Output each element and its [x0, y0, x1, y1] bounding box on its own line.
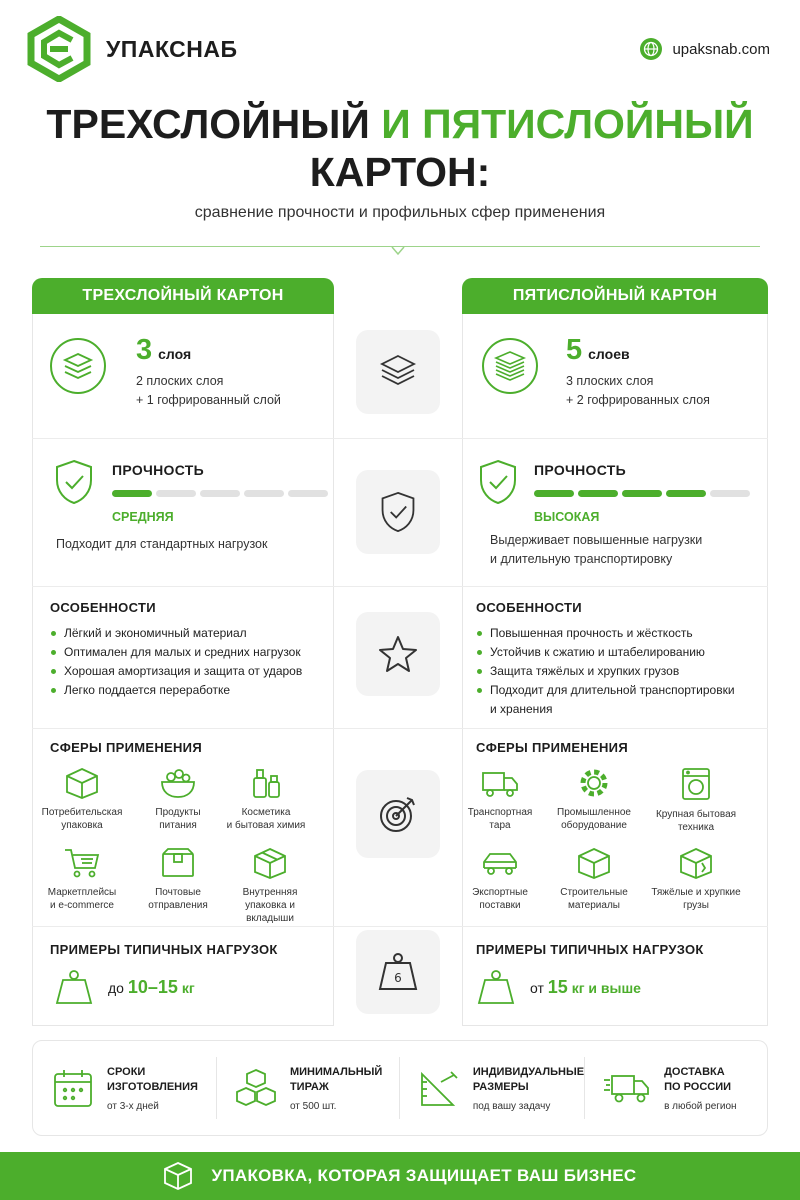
- strength-segment: [156, 490, 196, 497]
- site-url: upaksnab.com: [672, 40, 770, 58]
- shield-check-icon: [52, 458, 96, 506]
- layers-label: слоев: [588, 346, 630, 362]
- strength-note: Подходит для стандартных нагрузок: [56, 537, 268, 551]
- layers-icon: [356, 330, 440, 414]
- strength-note-line: Выдерживает повышенные нагрузки: [490, 533, 703, 547]
- load-value: [530, 977, 641, 998]
- list-item: Оптимален для малых и средних нагрузок: [50, 643, 330, 662]
- load-prefix: от: [530, 979, 544, 996]
- building-box-icon: [576, 846, 612, 880]
- application-label: оборудование: [561, 820, 627, 831]
- application-label: Транспортная: [467, 807, 533, 818]
- page-subtitle: сравнение прочности и профильных сфер применения: [194, 204, 606, 221]
- cart-icon: [63, 846, 101, 880]
- cosmetics-icon: [248, 766, 284, 800]
- list-item: и хранения: [490, 702, 553, 716]
- strength-segment: [622, 490, 662, 497]
- list-item: Защита тяжёлых и хрупких грузов: [476, 662, 766, 681]
- food-bowl-icon: [159, 766, 197, 800]
- layers-number: 5: [566, 334, 583, 366]
- info-heading: СРОКИ: [107, 1065, 146, 1078]
- right-features-list: [476, 624, 766, 719]
- strength-level: СРЕДНЯЯ: [112, 510, 174, 524]
- chevron-down-icon: [390, 244, 406, 258]
- application-label: Крупная бытовая: [655, 809, 737, 820]
- list-item: Подходит для длительной транспортировки: [476, 681, 766, 700]
- info-item-delivery: [584, 1041, 767, 1135]
- fragile-box-icon: [678, 846, 714, 880]
- application-label: Внутренняя: [242, 887, 298, 898]
- box-icon: [64, 766, 100, 800]
- box-icon: [163, 1161, 193, 1191]
- info-detail: от 3-х дней: [107, 1100, 159, 1112]
- left-features-list: [50, 624, 330, 700]
- info-item-min-run: [216, 1041, 399, 1135]
- right-column-header: ПЯТИСЛОЙНЫЙ КАРТОН: [462, 278, 768, 314]
- weight-icon: [54, 968, 94, 1006]
- applications-heading: СФЕРЫ ПРИМЕНЕНИЯ: [50, 740, 202, 755]
- row-divider: [32, 728, 768, 729]
- application-label: и e-commerce: [50, 900, 114, 911]
- inner-box-icon: [252, 846, 288, 880]
- application-label: Тяжёлые и хрупкие: [651, 887, 741, 898]
- title-part1: ТРЕХСЛОЙНЫЙ: [46, 101, 370, 147]
- list-item: Лёгкий и экономичный материал: [50, 624, 330, 643]
- application-item: [646, 766, 746, 834]
- layers-desc-line: 3 плоских слоя: [566, 374, 654, 388]
- application-label: грузы: [683, 900, 709, 911]
- application-label: поставки: [479, 900, 521, 911]
- footer-banner: [0, 1152, 800, 1200]
- strength-note: [490, 531, 702, 569]
- strength-segment: [578, 490, 618, 497]
- load-unit: кг и выше: [571, 979, 641, 996]
- loads-heading: ПРИМЕРЫ ТИПИЧНЫХ НАГРУЗОК: [50, 942, 278, 957]
- application-label: техника: [677, 822, 715, 833]
- info-detail: от 500 шт.: [289, 1100, 337, 1112]
- application-item: [32, 766, 132, 832]
- layers-desc-line: + 1 гофрированный слой: [136, 393, 281, 407]
- delivery-truck-icon: [602, 1066, 652, 1110]
- application-item: [216, 766, 316, 832]
- shield-check-icon: [476, 458, 520, 506]
- row-divider: [32, 586, 768, 587]
- application-item: [646, 846, 746, 912]
- info-heading: ПО РОССИИ: [664, 1080, 732, 1093]
- application-label: упаковка и вкладыши: [245, 900, 295, 924]
- ruler-icon: [417, 1066, 461, 1110]
- left-layers-desc: [136, 372, 281, 410]
- layers-icon: [482, 338, 538, 394]
- applications-heading: СФЕРЫ ПРИМЕНЕНИЯ: [476, 740, 628, 755]
- strength-segment: [710, 490, 750, 497]
- application-label: Потребительская: [41, 807, 123, 818]
- truck-icon: [480, 766, 520, 800]
- row-divider: [32, 438, 768, 439]
- strength-bar: [534, 490, 750, 497]
- weight-label: 6: [394, 971, 402, 985]
- application-label: Экспортные: [472, 887, 528, 898]
- info-heading: ИЗГОТОВЛЕНИЯ: [107, 1080, 198, 1093]
- strength-note-line: и длительную транспортировку: [490, 552, 673, 566]
- info-heading: ИНДИВИДУАЛЬНЫЕ: [472, 1065, 585, 1078]
- parcel-icon: [159, 846, 197, 880]
- load-prefix: до: [108, 979, 124, 996]
- info-item-custom-sizes: [399, 1041, 584, 1135]
- brand-logo-icon: [26, 16, 92, 82]
- application-item: [128, 766, 228, 832]
- title-conj: И: [381, 101, 411, 147]
- weight-icon: [476, 968, 516, 1006]
- list-item: Легко поддается переработке: [50, 681, 330, 700]
- application-item: [220, 846, 320, 925]
- globe-icon: [640, 38, 662, 60]
- page-title-line1: [0, 101, 800, 147]
- application-label: Косметика: [241, 807, 291, 818]
- features-heading: ОСОБЕННОСТИ: [476, 600, 582, 615]
- info-heading: ДОСТАВКА: [664, 1065, 725, 1078]
- load-value: [108, 977, 195, 998]
- features-heading: ОСОБЕННОСТИ: [50, 600, 156, 615]
- strength-segment: [244, 490, 284, 497]
- load-example: [476, 968, 641, 1006]
- application-item: [450, 846, 550, 912]
- strength-heading: ПРОЧНОСТЬ: [112, 462, 205, 478]
- application-label: питания: [159, 820, 197, 831]
- application-label: тара: [489, 820, 511, 831]
- car-icon: [480, 846, 520, 880]
- info-detail: под вашу задачу: [472, 1100, 551, 1112]
- application-label: и бытовая химия: [226, 820, 306, 831]
- brand-name: УПАКСНАБ: [106, 36, 238, 62]
- info-panel: [32, 1040, 768, 1136]
- application-label: Почтовые: [155, 887, 201, 898]
- load-unit: кг: [181, 979, 195, 996]
- weight-icon: [356, 930, 440, 1014]
- page-title-line2: КАРТОН:: [309, 149, 491, 195]
- star-icon: [356, 612, 440, 696]
- shield-check-icon: [356, 470, 440, 554]
- application-label: Продукты: [155, 807, 201, 818]
- layers-icon: [50, 338, 106, 394]
- info-heading: РАЗМЕРЫ: [472, 1080, 529, 1093]
- strength-heading: ПРОЧНОСТЬ: [534, 462, 627, 478]
- info-heading: МИНИМАЛЬНЫЙ: [289, 1065, 383, 1078]
- application-item: [32, 846, 132, 912]
- application-label: Строительные: [560, 887, 628, 898]
- calendar-icon: [51, 1066, 95, 1110]
- boxes-icon: [234, 1066, 278, 1110]
- site-link[interactable]: [640, 38, 770, 60]
- left-layers-count: [136, 334, 191, 367]
- left-column-header: ТРЕХСЛОЙНЫЙ КАРТОН: [32, 278, 334, 314]
- washing-machine-icon: [679, 766, 713, 802]
- layers-number: 3: [136, 334, 153, 366]
- load-number: 10–15: [127, 976, 178, 997]
- layers-desc-line: + 2 гофрированных слоя: [566, 393, 710, 407]
- strength-bar: [112, 490, 328, 497]
- load-number: 15: [547, 976, 568, 997]
- footer-slogan: УПАКОВКА, КОТОРАЯ ЗАЩИЩАЕТ ВАШ БИЗНЕС: [211, 1166, 637, 1185]
- application-label: отправления: [148, 900, 208, 911]
- gear-icon: [576, 766, 612, 800]
- strength-segment: [112, 490, 152, 497]
- right-layers-count: [566, 334, 630, 367]
- application-label: Промышленное: [557, 807, 631, 818]
- info-detail: в любой регион: [664, 1100, 737, 1112]
- strength-segment: [534, 490, 574, 497]
- layers-desc-line: 2 плоских слоя: [136, 374, 224, 388]
- application-item: [128, 846, 228, 912]
- title-part2: ПЯТИСЛОЙНЫЙ: [422, 101, 754, 147]
- strength-segment: [288, 490, 328, 497]
- application-item: [544, 766, 644, 832]
- right-layers-desc: [566, 372, 710, 410]
- strength-segment: [666, 490, 706, 497]
- application-label: упаковка: [61, 820, 103, 831]
- layers-label: слоя: [158, 346, 192, 362]
- load-example: [54, 968, 195, 1006]
- loads-heading: ПРИМЕРЫ ТИПИЧНЫХ НАГРУЗОК: [476, 942, 704, 957]
- info-item-production-time: [33, 1041, 216, 1135]
- list-item: Повышенная прочность и жёсткость: [476, 624, 766, 643]
- target-icon: [356, 770, 440, 858]
- list-item: Устойчив к сжатию и штабелированию: [476, 643, 766, 662]
- strength-segment: [200, 490, 240, 497]
- strength-level: ВЫСОКАЯ: [534, 510, 600, 524]
- list-item: Хорошая амортизация и защита от ударов: [50, 662, 330, 681]
- application-item: [544, 846, 644, 912]
- application-label: материалы: [568, 900, 620, 911]
- row-divider: [32, 926, 768, 927]
- application-label: Маркетплейсы: [47, 887, 117, 898]
- application-item: [450, 766, 550, 832]
- info-heading: ТИРАЖ: [289, 1080, 329, 1093]
